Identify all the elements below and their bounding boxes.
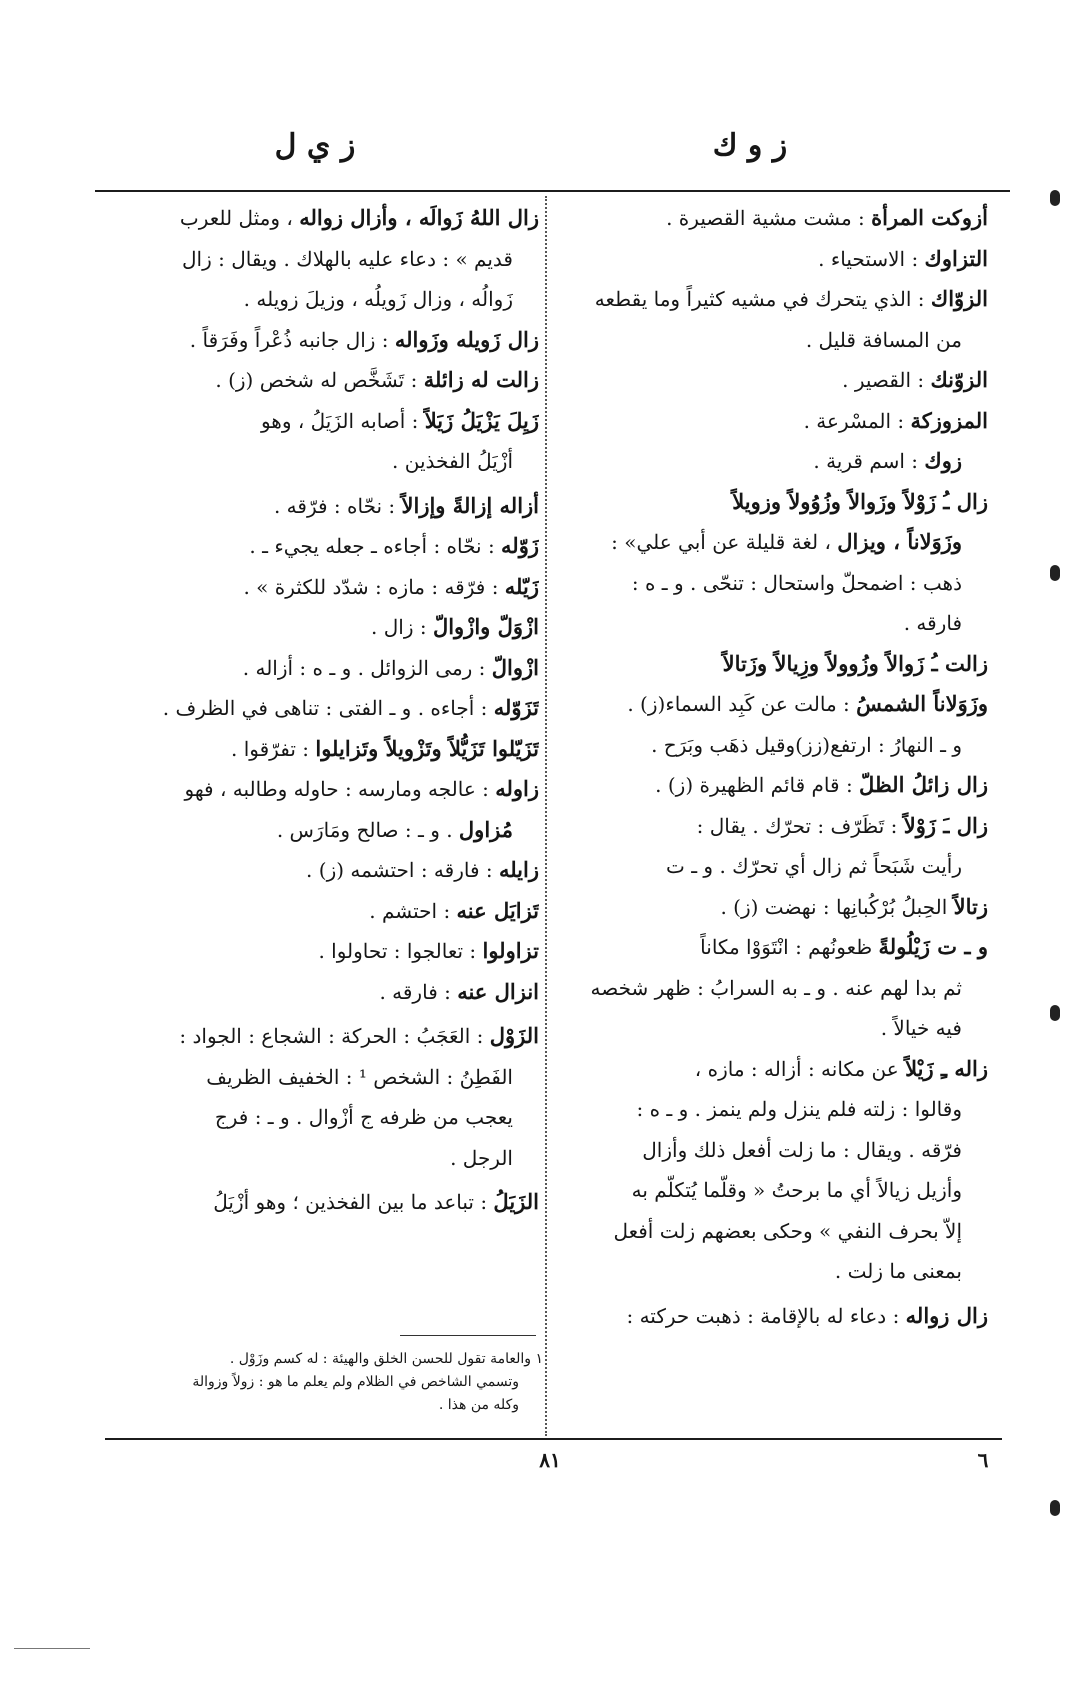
entry-text: : دعاء له بالإقامة : ذهبت حركته : (626, 1303, 900, 1328)
entry-line (552, 239, 988, 280)
entry-line (95, 567, 539, 608)
entry-text: وقالوا : زلته فلم ينزل ولم ينمز . و ـ ه : (636, 1097, 962, 1121)
entry-line (552, 603, 988, 644)
margin-mark (1050, 565, 1060, 581)
entry-text: : رمى الزوائل . و ـ ه : أزاله . (242, 655, 486, 680)
entry-text: : اسم قرية . (813, 449, 919, 473)
entry-line (552, 968, 988, 1009)
entry-line (95, 486, 539, 527)
entry-headword: المزوزكة (910, 407, 988, 433)
entry-text: : مشت مشية القصيرة . (666, 206, 865, 230)
entry-headword: زاله ـِ زَيْلاً (905, 1055, 988, 1081)
entry-line (95, 279, 539, 320)
entry-line (552, 1089, 988, 1130)
entry-text: : الذي يتحرك في مشيه كثيراً وما يقطعه (594, 287, 925, 311)
entry-headword: الزوّاك (930, 286, 988, 311)
entry-headword: زتالاً (953, 893, 988, 919)
entry-headword: مُزاول (458, 816, 513, 842)
entry-line (95, 1097, 539, 1138)
entry-headword: زوك (924, 448, 962, 473)
entry-line (95, 239, 539, 280)
entry-headword: التزاوك (924, 245, 988, 271)
entry-text: فرّقه . ويقال : ما زلت أفعل ذلك وأزال (642, 1137, 962, 1162)
entry-line (95, 972, 539, 1013)
entry-line (552, 441, 988, 482)
entry-headword: زَوّله (501, 533, 539, 558)
entry-line (95, 850, 539, 891)
entry-text: . و ـ : صالح ومَارَس . (276, 817, 453, 842)
entry-line (95, 688, 539, 729)
entry-line (552, 927, 988, 968)
entry-text: أزْيَلُ الفخذين . (392, 449, 513, 473)
entry-text: ظعونُهم : انْتَوَوْا مكاناً (700, 935, 873, 959)
entry-line (95, 769, 539, 810)
entry-text: ثم بدا لهم عنه . و ـ به السرابُ : ظهر شخصه (590, 975, 962, 1000)
entry-line (95, 1182, 539, 1223)
entry-text: يعجب من ظرفه ج أزْوال . و ـ : فرج (214, 1105, 513, 1129)
entry-line (552, 1296, 988, 1337)
entry-line (552, 887, 988, 928)
root-heading-right: ز و ك (712, 128, 788, 163)
right-column (552, 198, 988, 1336)
entry-text: : احتشم . (369, 898, 451, 923)
entry-line (552, 1049, 988, 1090)
entry-line (552, 360, 988, 401)
entry-text: و ـ النهارُ : ارتفع(زز)وقيل ذهَب وبَرَح . (651, 732, 962, 757)
entry-text: : تَشَخَّص له شخص (ز) . (215, 368, 418, 392)
entry-text: : تباعد ما بين الفخذين ؛ وهو أزْيَلُ (213, 1190, 488, 1214)
entry-text: : تَظَرّف : تحرّك . يقال : (696, 813, 898, 838)
entry-line (95, 607, 539, 648)
margin-mark (1050, 1005, 1060, 1021)
entry-line (95, 198, 539, 239)
entry-headword: زَيّله (504, 573, 539, 599)
entry-headword: ازْوَلّ وازْوالّ (432, 614, 539, 639)
entry-text: : تفرّقوا . (231, 736, 309, 761)
entry-text: : فارقه : احتشمه (ز) . (306, 858, 493, 882)
entry-headword: زال زائلُ الظلّ (859, 772, 988, 797)
entry-headword: زالت له زائلة (423, 367, 539, 392)
entry-line (552, 725, 988, 766)
entry-headword: زال ـَ زَوْلاً (903, 812, 988, 838)
entry-text: الرجل . (450, 1145, 513, 1170)
entry-headword: تزاولوا (482, 938, 539, 963)
entry-headword: وزَوَلاناً الشمسُ (856, 691, 988, 716)
entry-text: : عالجه ومارسه : حاوله وطالبه ، فهو (184, 777, 489, 801)
column-divider (545, 196, 547, 1436)
entry-headword: زايله (498, 857, 539, 882)
entry-headword: زال اللهُ زَوالَه ، وأزال زواله (299, 205, 539, 230)
entry-text: : القصير . (842, 368, 925, 392)
entry-headword: الزَيَلُ (493, 1189, 539, 1214)
entry-text: : تعالجوا : تحاولوا . (318, 939, 477, 963)
footnote-line: ١ والعامة تقول للحسن الخلق والهيئة : له كسم وزَوْل . (229, 1351, 543, 1367)
entry-line (95, 891, 539, 932)
entry-headword: أزاله إزالةً وإزالاً (401, 492, 539, 518)
entry-line (95, 648, 539, 689)
entry-headword: زالت ـُ زَوالاً وزُوولاً وزِيالاً وزَتالاً (722, 650, 988, 676)
entry-line (552, 644, 988, 685)
entry-headword: و ـ ت زَيْلُولةً (878, 934, 988, 959)
entry-line (95, 401, 539, 442)
entry-text: : زال . (371, 615, 427, 639)
entry-line (552, 279, 988, 320)
entry-line (552, 806, 988, 847)
margin-mark (1050, 190, 1060, 206)
entry-line (95, 810, 539, 851)
entry-line (552, 198, 988, 239)
entry-text: : زال جانبه ذُعْراً وفَرَقاً . (189, 327, 389, 352)
entry-text: الفَطِنُ : الشخص ¹ : الخفيف الظريف (206, 1064, 513, 1089)
page-number-outer: ٦ (977, 1448, 989, 1472)
entry-text: : المسْرعة . (803, 408, 905, 433)
entry-text: فيه خيالاً . (880, 1016, 962, 1040)
entry-headword: تَزايَل عنه (456, 897, 539, 923)
entry-text: : قام قائم الظهيرة (ز) . (655, 773, 853, 797)
entry-text: : الاستحياء . (818, 246, 919, 271)
entry-text: : فارقه . (379, 979, 451, 1004)
entry-text: : فرّقه : مازه : شدّد للكثرة » . (243, 574, 499, 599)
entry-headword: أزوكت المرأة (871, 205, 988, 230)
entry-text: زَوالُه ، وزال زَويلُه ، وزيلَ زويله . (243, 287, 513, 311)
entry-line (95, 526, 539, 567)
footnotes (118, 1348, 543, 1417)
footnote-line: وكله من هذا . (438, 1397, 519, 1413)
entry-text: بمعنى ما زلت . (834, 1259, 962, 1283)
entry-text: فارقه . (903, 611, 962, 635)
entry-line (552, 765, 988, 806)
entry-text: : نحّاه : أجاءه ـ جعله يجيء ـ . (249, 534, 495, 558)
root-heading-left: ز ي ل (274, 128, 356, 163)
entry-text: عن مكانه : أزاله : مازه ، (694, 1056, 899, 1081)
footnote-rule (400, 1335, 536, 1336)
entry-text: قديم » : دعاء عليه بالهلاك . ويقال : زال (182, 246, 513, 271)
entry-headword: زاوله (495, 776, 539, 801)
entry-line (552, 320, 988, 361)
entry-text: : أجاءه . و ـ الفتى : تناهى في الظرف . (162, 696, 488, 720)
entry-text: : مالت عن كَبِد السماء(ز) . (627, 692, 850, 716)
entry-line (95, 1057, 539, 1098)
entry-headword: الزَوْل (489, 1023, 539, 1048)
entry-line (552, 482, 988, 523)
entry-headword: زال ـُ زَوْلاً وزَوالاً وزُوُولاً وزويلاً (732, 488, 988, 514)
top-rule (95, 190, 1010, 192)
entry-headword: الزوّنك (930, 367, 988, 392)
entry-headword: زَيِلَ يَزْيَلُ زَيَلاً (424, 407, 539, 433)
entry-line (552, 1251, 988, 1292)
entry-text: الحِبلُ بُرْكُبانِها : نهضت (ز) . (720, 894, 948, 919)
footnote-line: وتسمي الشاخص في الظلام ولم يعلم ما هو : زولاً وزوالة (192, 1374, 519, 1390)
entry-line (552, 1170, 988, 1211)
entry-line (95, 441, 539, 482)
entry-line (95, 1016, 539, 1057)
entry-text: من المسافة قليل . (805, 327, 962, 352)
entry-text: وأزيل زيالاً أي ما برحتُ « وقلّما يُتكلّم به (631, 1178, 962, 1202)
entry-headword: وزَوَلاناً ، ويزال (837, 529, 962, 554)
bottom-rule (105, 1438, 1002, 1440)
entry-text: ، ومثل للعرب (179, 206, 293, 230)
entry-line (552, 1211, 988, 1252)
scan-edge-line (14, 1648, 90, 1649)
entry-text: : أصابه الزَيَلُ ، وهو (260, 408, 419, 433)
entry-line (552, 1008, 988, 1049)
entry-text: : العَجَبُ : الحركة : الشجاع : الجواد : (179, 1024, 484, 1048)
entry-line (95, 729, 539, 770)
entry-headword: ازْوالّ (491, 654, 539, 680)
entry-headword: انزال عنه (457, 978, 539, 1004)
entry-text: ، لغة قليلة عن أبي علي» : (611, 530, 831, 554)
entry-line (552, 401, 988, 442)
entry-line (552, 1130, 988, 1171)
entry-line (552, 846, 988, 887)
entry-line (95, 360, 539, 401)
left-column (95, 198, 539, 1223)
entry-text: ذهب : اضمحلّ واستحال : تنحّى . و ـ ه : (631, 570, 962, 595)
entry-line (552, 563, 988, 604)
entry-headword: زال زواله (905, 1302, 988, 1328)
entry-line (95, 320, 539, 361)
entry-text: إلاّ بحرف النفي » وحكى بعضهم زلت أفعل (613, 1218, 962, 1243)
page-number-center: ٨١ (539, 1448, 561, 1472)
entry-headword: تَزَيّلوا تَزَيُّلاً وتَزْويلاً وتَزايلوا (315, 735, 539, 761)
entry-text: رأيت شَبَحاً ثم زال أي تحرّك . و ـ ت (666, 854, 962, 878)
margin-mark (1050, 1500, 1060, 1516)
entry-line (552, 522, 988, 563)
entry-headword: زال زَويله وزَواله (394, 326, 539, 352)
entry-line (95, 931, 539, 972)
entry-headword: تَزَوّله (493, 695, 539, 720)
entry-line (552, 684, 988, 725)
entry-line (95, 1138, 539, 1179)
entry-text: : نحّاه : فرّقه . (273, 493, 396, 518)
